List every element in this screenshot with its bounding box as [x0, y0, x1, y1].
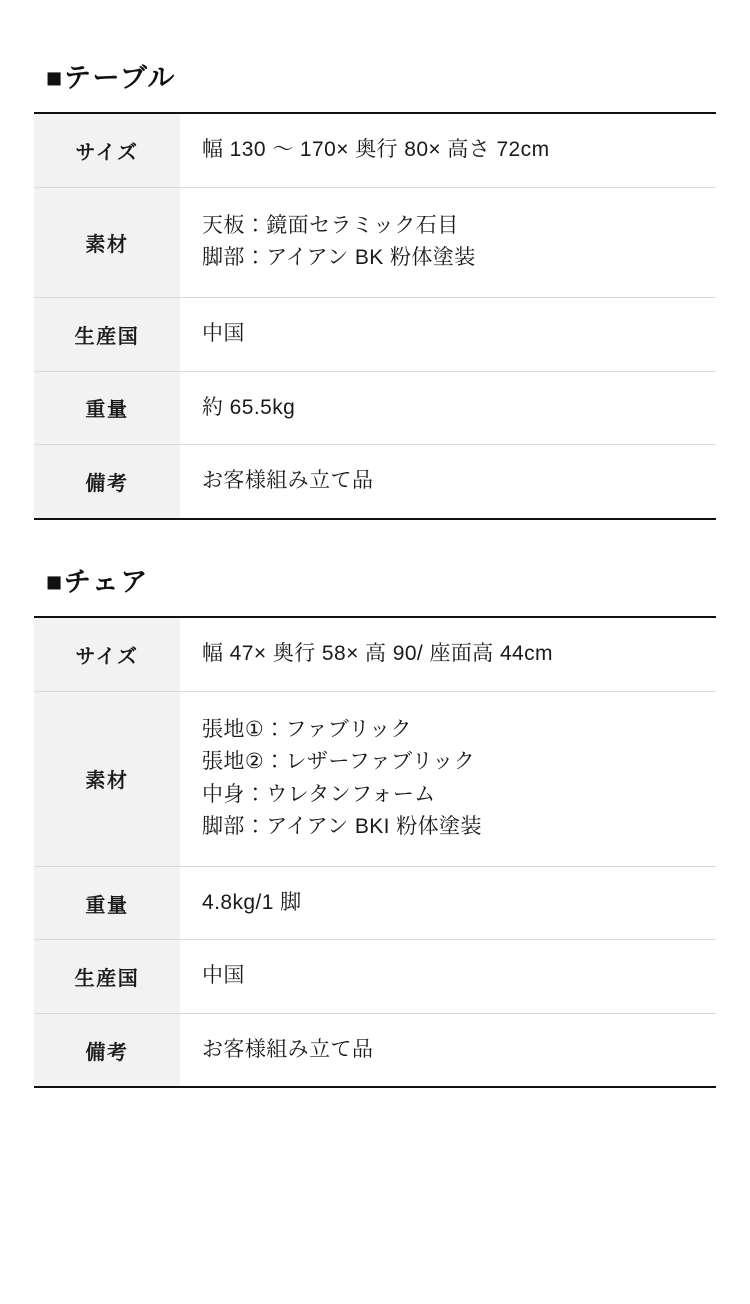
spec-value-line: お客様組み立て品 [202, 469, 374, 493]
table-row [34, 298, 716, 372]
spec-label-size: サイズ [34, 113, 180, 187]
spec-value-line: 中身：ウレタンフォーム [202, 782, 436, 806]
spec-value-line: 脚部：アイアン BKI 粉体塗装 [202, 815, 482, 839]
spec-value-material [180, 691, 716, 866]
spec-label-country: 生産国 [34, 298, 180, 372]
table-spec-heading: ■テーブル [46, 63, 176, 93]
spec-value-line: 張地②：レザーファブリック [202, 750, 476, 774]
spec-value-line: お客様組み立て品 [202, 1037, 374, 1061]
spec-label-note: 備考 [34, 1013, 180, 1087]
table-spec-table [34, 112, 716, 519]
table-row [34, 1013, 716, 1087]
spec-value-line: 天板：鏡面セラミック石目 [202, 213, 459, 237]
table-row [34, 691, 716, 866]
spec-value-size [180, 617, 716, 691]
spec-value-country [180, 298, 716, 372]
spec-value-line: 幅 130 〜 170× 奥行 80× 高さ 72cm [202, 138, 550, 162]
table-row [34, 940, 716, 1014]
chair-spec-heading: ■チェア [46, 566, 149, 597]
spec-value-note [180, 1013, 716, 1087]
spec-value-line: 張地①：ファブリック [202, 717, 412, 741]
spec-value-weight [180, 371, 716, 445]
chair-spec-section [34, 520, 716, 1089]
table-row [34, 617, 716, 691]
spec-value-size [180, 113, 716, 187]
spec-value-line: 4.8kg/1 脚 [202, 890, 302, 914]
chair-spec-table [34, 616, 716, 1088]
spec-value-line: 幅 47× 奥行 58× 高 90/ 座面高 44cm [202, 642, 553, 666]
spec-value-line: 脚部：アイアン BK 粉体塗装 [202, 246, 476, 270]
spec-value-line: 中国 [202, 322, 245, 346]
spec-label-material: 素材 [34, 187, 180, 297]
table-row [34, 187, 716, 297]
spec-label-weight: 重量 [34, 371, 180, 445]
table-row [34, 866, 716, 940]
spec-label-material: 素材 [34, 691, 180, 866]
spec-label-country: 生産国 [34, 940, 180, 1014]
spec-value-note [180, 445, 716, 519]
table-row [34, 113, 716, 187]
table-row [34, 445, 716, 519]
spec-label-weight: 重量 [34, 866, 180, 940]
spec-value-line: 約 65.5kg [202, 395, 296, 419]
table-spec-section [34, 0, 716, 520]
spec-value-country [180, 940, 716, 1014]
spec-label-note: 備考 [34, 445, 180, 519]
spec-value-weight [180, 866, 716, 940]
spec-value-material [180, 187, 716, 297]
spec-label-size: サイズ [34, 617, 180, 691]
spec-value-line: 中国 [202, 964, 245, 988]
table-row [34, 371, 716, 445]
